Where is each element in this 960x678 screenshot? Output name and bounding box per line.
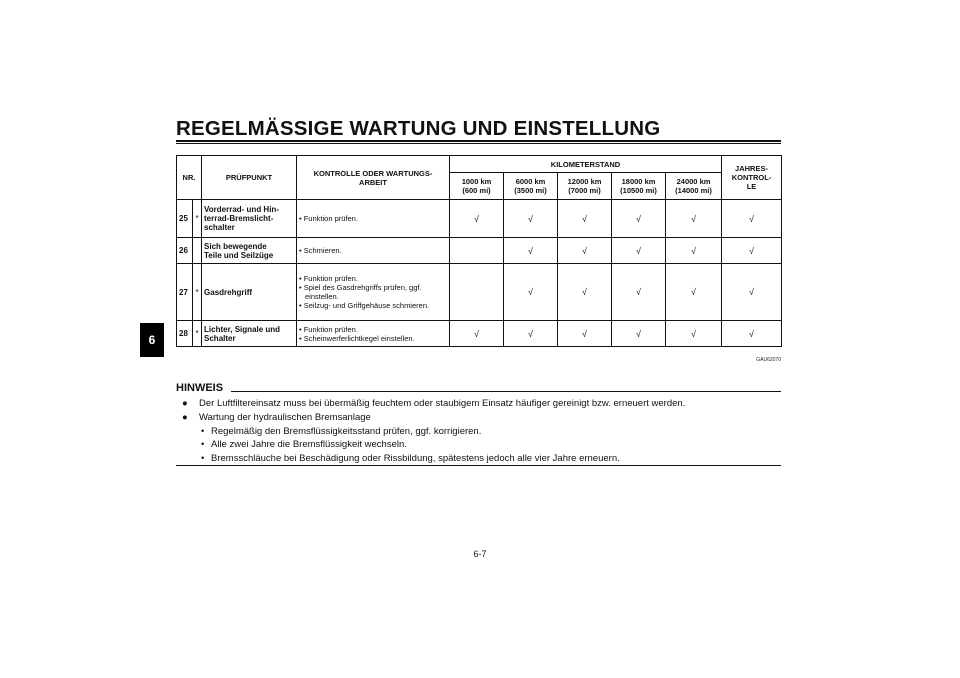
header-annual-line3: LE [746,182,757,191]
row-check: √ [612,321,666,347]
point-line: terrad-Bremslicht- [204,214,274,223]
note-subitem-text: Bremsschläuche bei Beschädigung oder Rissbildung, spätestens jedoch alle vier Jahre erneuern. [211,453,620,465]
interval-mi: (3500 mi) [514,186,547,195]
row-check: √ [504,200,558,238]
row-check: √ [722,200,782,238]
interval-mi: (10500 mi) [620,186,657,195]
row-nr: 26 [177,238,193,264]
row-action [297,321,450,347]
header-km: KILOMETERSTAND [450,156,722,173]
header-interval [450,173,504,200]
interval-mi: (600 mi) [462,186,491,195]
note-item-text: Wartung der hydraulischen Bremsanlage [199,411,371,423]
table-row [177,200,782,238]
row-check: √ [558,321,612,347]
table-row [177,238,782,264]
chapter-tab: 6 [140,323,164,357]
table-row [177,264,782,321]
row-star: * [193,321,202,347]
row-check: √ [612,200,666,238]
note-subitem [182,452,782,466]
row-check [450,238,504,264]
note-subitem [182,425,782,439]
point-line: Gasdrehgriff [204,287,253,297]
row-check: √ [666,200,722,238]
sub-bullet-icon: • [201,439,205,451]
note-rule [231,391,781,392]
header-annual-line1: JAHRES- [735,164,768,173]
action-line: • Funktion prüfen. [299,274,358,283]
row-point [202,264,297,321]
document-code: GAU62070 [756,357,781,363]
sub-bullet-icon: • [201,453,205,465]
row-nr: 25 [177,200,193,238]
header-interval [558,173,612,200]
action-line: • Schmieren. [299,246,342,255]
row-nr: 28 [177,321,193,347]
row-action [297,238,450,264]
action-line: • Seilzug- und Griffgehäuse schmieren. [299,301,430,310]
header-annual-line2: KONTROL- [731,173,772,182]
header-action [297,156,450,200]
row-check: √ [558,264,612,321]
page-title: REGELMÄSSIGE WARTUNG UND EINSTELLUNG [176,117,661,140]
note-item [182,397,782,411]
action-line: • Scheinwerferlichtkegel einstellen. [299,333,415,343]
row-check: √ [666,238,722,264]
table-row [177,321,782,347]
note-subitem [182,438,782,452]
row-point [202,200,297,238]
row-check: √ [722,264,782,321]
header-interval [666,173,722,200]
action-line: • Funktion prüfen. [299,324,358,334]
row-check: √ [558,200,612,238]
row-point [202,321,297,347]
row-check: √ [450,321,504,347]
action-line: • Funktion prüfen. [299,214,358,223]
note-subitem-text: Regelmäßig den Bremsflüssigkeitsstand prüfen, ggf. korrigieren. [211,425,482,437]
point-line: Sich bewegende [204,241,267,251]
interval-mi: (7000 mi) [568,186,601,195]
note-item-text: Der Luftfiltereinsatz muss bei übermäßig feuchtem oder staubigem Einsatz häufiger gereinigt bzw. erneuert werden. [199,398,686,409]
point-line: Vorderrad- und Hin- [204,205,279,214]
row-check: √ [722,238,782,264]
header-action-line1: KONTROLLE ODER WARTUNGS- [313,168,433,178]
header-interval [504,173,558,200]
sub-bullet-icon: • [201,425,205,437]
bottom-rule [176,465,781,466]
row-check: √ [504,264,558,321]
row-star: * [193,200,202,238]
row-action [297,200,450,238]
row-check: √ [612,238,666,264]
row-point [202,238,297,264]
note-subitem-text: Alle zwei Jahre die Bremsflüssigkeit wechseln. [211,439,407,451]
row-check: √ [504,238,558,264]
header-annual [722,156,782,200]
maintenance-table [176,155,782,347]
row-check [450,264,504,321]
bullet-icon: ● [182,411,188,423]
point-line: schalter [204,223,235,232]
row-check: √ [666,264,722,321]
point-line: Schalter [204,333,236,343]
note-item [182,411,782,425]
note-list [182,397,782,466]
title-rule-thin [176,143,781,144]
row-nr: 27 [177,264,193,321]
row-star: * [193,264,202,321]
interval-km: 18000 km [621,177,656,186]
row-check: √ [450,200,504,238]
header-nr: NR. [177,156,202,200]
row-check: √ [504,321,558,347]
interval-km: 24000 km [676,177,711,186]
header-interval [612,173,666,200]
interval-km: 1000 km [461,177,492,186]
row-check: √ [666,321,722,347]
interval-km: 6000 km [515,177,546,186]
row-star [193,238,202,264]
interval-mi: (14000 mi) [675,186,712,195]
point-line: Lichter, Signale und [204,324,281,334]
interval-km: 12000 km [567,177,602,186]
action-line: • Spiel des Gasdrehgriffs prüfen, ggf. einstellen. [299,283,422,301]
row-check: √ [558,238,612,264]
point-line: Teile und Seilzüge [204,250,274,260]
row-check: √ [612,264,666,321]
title-rule [176,140,781,142]
note-heading: HINWEIS [176,382,224,394]
row-check: √ [722,321,782,347]
row-action [297,264,450,321]
bullet-icon: ● [182,398,188,409]
header-action-line2: ARBEIT [359,177,387,187]
header-point: PRÜFPUNKT [202,156,297,200]
page-number: 6-7 [473,549,487,559]
